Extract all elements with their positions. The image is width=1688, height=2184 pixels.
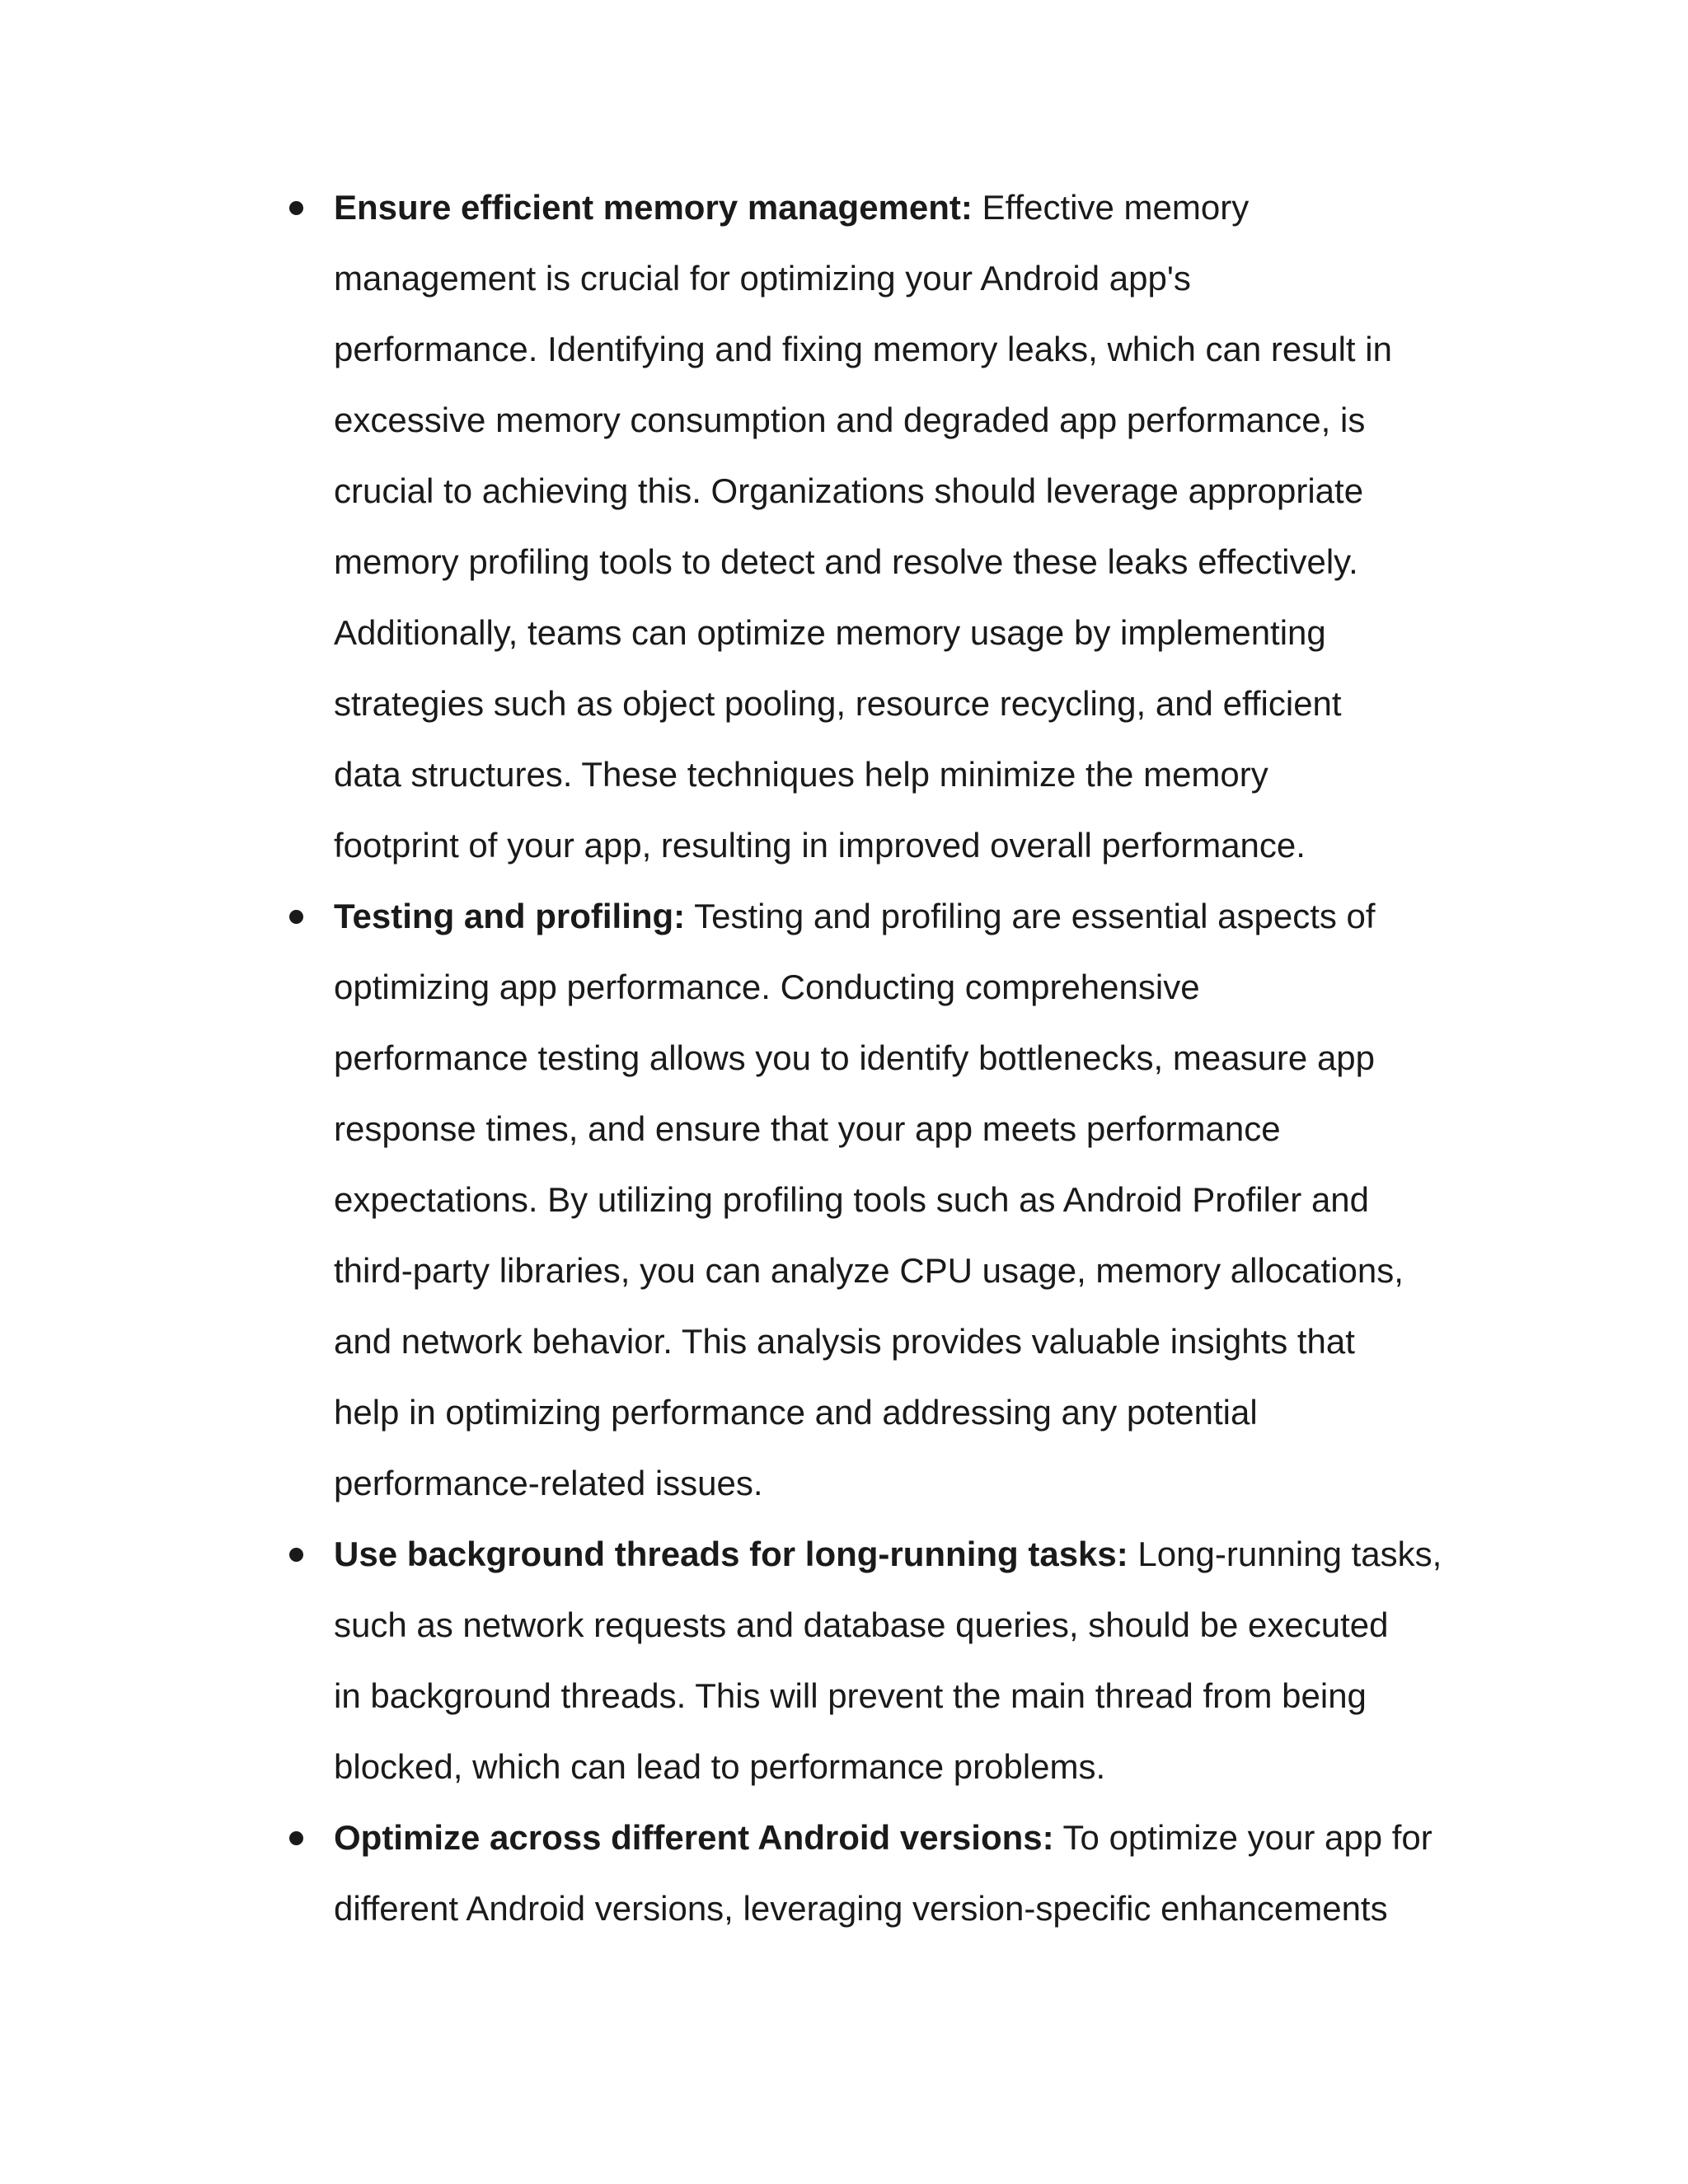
list-item [0, 1814, 1688, 1956]
bullet-icon [289, 1548, 303, 1562]
item-text: Long-running tasks, [1128, 1535, 1442, 1573]
text-line: strategies such as object pooling, resource recycling, and efficient [334, 684, 1342, 723]
text-line: memory profiling tools to detect and resolve these leaks effectively. [334, 542, 1358, 581]
text-line: blocked, which can lead to performance problems. [334, 1747, 1106, 1786]
bullet-icon [289, 910, 303, 924]
list-item [0, 184, 1688, 893]
text-line [334, 1814, 1432, 1862]
text-line: response times, and ensure that your app meets performance [334, 1109, 1281, 1148]
list-item [0, 1530, 1688, 1814]
text-line: such as network requests and database queries, should be executed [334, 1605, 1389, 1644]
bullet-list [0, 184, 1688, 1956]
text-line: Additionally, teams can optimize memory usage by implementing [334, 613, 1326, 652]
item-heading: Optimize across different Android versions: [334, 1818, 1054, 1857]
text-line: help in optimizing performance and addressing any potential [334, 1393, 1258, 1432]
text-line [334, 184, 1249, 232]
text-line: optimizing app performance. Conducting comprehensive [334, 968, 1200, 1006]
text-line: different Android versions, leveraging version-specific enhancements [334, 1889, 1388, 1928]
text-line [334, 1530, 1442, 1578]
bullet-icon [289, 1831, 303, 1845]
text-line: crucial to achieving this. Organizations should leverage appropriate [334, 471, 1364, 510]
item-text: Effective memory [972, 188, 1250, 227]
bullet-icon [289, 201, 303, 215]
item-text: To optimize your app for [1053, 1818, 1432, 1857]
item-heading: Use background threads for long-running tasks: [334, 1535, 1128, 1573]
text-line: performance testing allows you to identify bottlenecks, measure app [334, 1038, 1376, 1077]
text-line [334, 893, 1376, 940]
text-line: excessive memory consumption and degraded app performance, is [334, 401, 1366, 439]
item-heading: Testing and profiling: [334, 897, 686, 935]
list-item [0, 893, 1688, 1530]
text-line: management is crucial for optimizing your Android app's [334, 259, 1191, 298]
item-heading: Ensure efficient memory management: [334, 188, 973, 227]
text-line: in background threads. This will prevent the main thread from being [334, 1676, 1367, 1715]
text-line: performance-related issues. [334, 1464, 763, 1502]
text-line: expectations. By utilizing profiling tools such as Android Profiler and [334, 1180, 1370, 1219]
text-line: and network behavior. This analysis provides valuable insights that [334, 1322, 1355, 1361]
text-line: data structures. These techniques help minimize the memory [334, 755, 1268, 794]
text-line: footprint of your app, resulting in improved overall performance. [334, 826, 1306, 865]
text-line: performance. Identifying and fixing memory leaks, which can result in [334, 330, 1392, 368]
text-line: third-party libraries, you can analyze CPU usage, memory allocations, [334, 1251, 1404, 1290]
item-text: Testing and profiling are essential aspects of [685, 897, 1376, 935]
